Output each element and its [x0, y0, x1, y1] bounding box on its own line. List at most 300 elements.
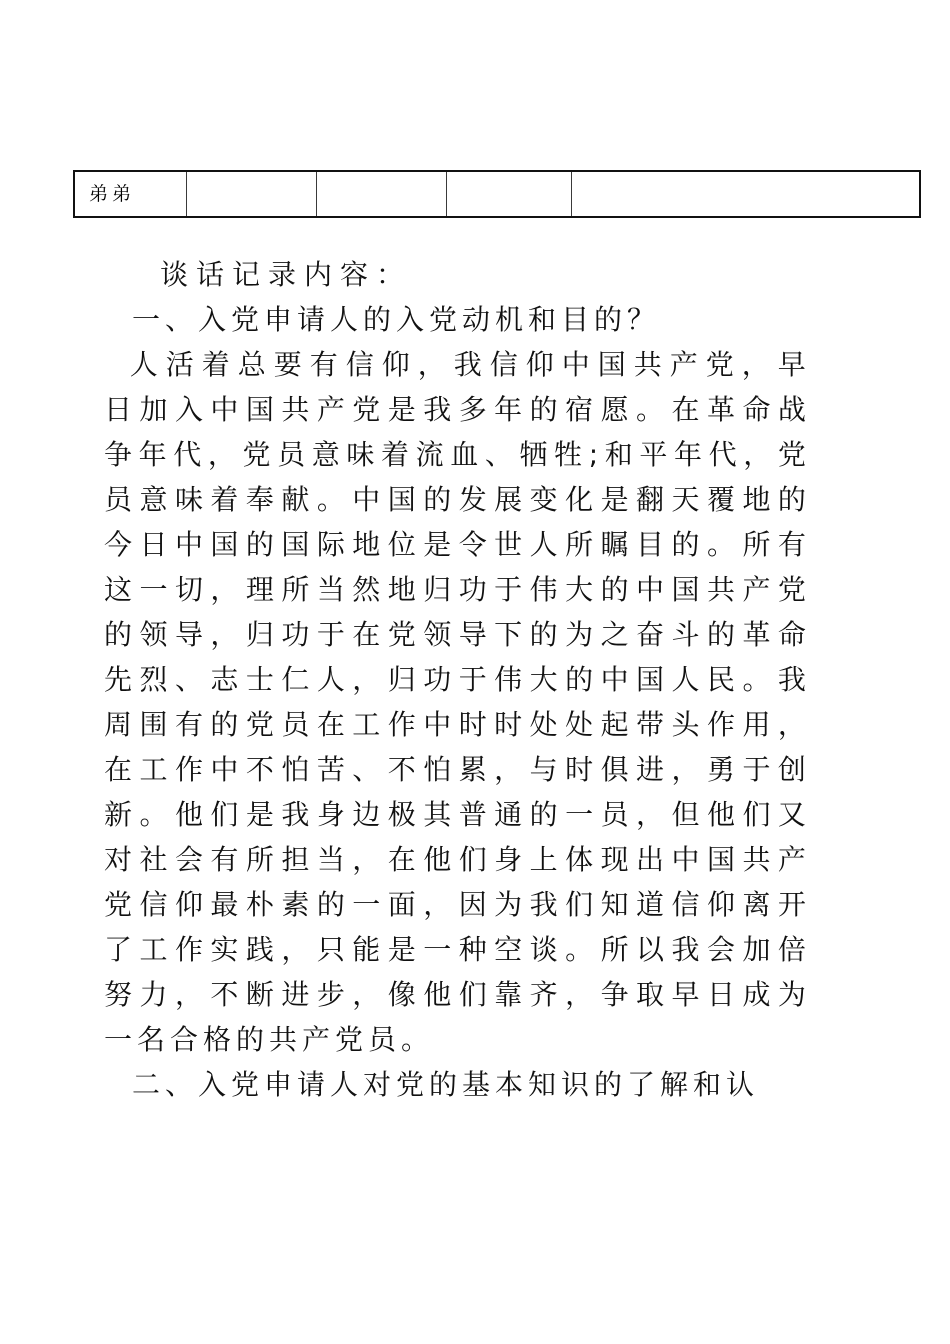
glyph: 在 — [352, 618, 381, 651]
paragraph-line — [104, 387, 806, 432]
glyph: 断 — [245, 978, 274, 1011]
glyph: 共 — [281, 393, 310, 426]
glyph: 中 — [671, 843, 700, 876]
glyph: 身 — [316, 798, 345, 831]
glyph: 然 — [352, 573, 381, 606]
glyph: 归 — [387, 663, 416, 696]
glyph: 有 — [309, 348, 338, 381]
glyph: 导 — [174, 618, 203, 651]
glyph: ， — [210, 573, 239, 606]
glyph: 的 — [104, 618, 133, 651]
glyph: 是 — [387, 933, 416, 966]
glyph: 共 — [706, 573, 735, 606]
glyph: 我 — [777, 663, 806, 696]
glyph: 产 — [669, 348, 698, 381]
glyph: 化 — [565, 483, 594, 516]
glyph: 革 — [706, 393, 735, 426]
paragraph-line — [104, 702, 806, 747]
glyph: 践 — [245, 933, 274, 966]
glyph: 在 — [316, 708, 345, 741]
document-body — [104, 252, 806, 1107]
glyph: 。 — [742, 663, 771, 696]
glyph: 是 — [387, 393, 416, 426]
glyph: 工 — [352, 708, 381, 741]
glyph: 归 — [423, 573, 452, 606]
glyph: 所 — [742, 528, 771, 561]
glyph: 产 — [316, 393, 345, 426]
glyph: 于 — [316, 618, 345, 651]
glyph: 最 — [210, 888, 239, 921]
glyph: ， — [210, 618, 239, 651]
glyph: 倍 — [777, 933, 806, 966]
glyph: 一 — [565, 798, 594, 831]
glyph: 的 — [706, 618, 735, 651]
glyph: 中 — [636, 573, 665, 606]
question-2-heading: 二、入党申请人对党的基本知识的了解和认 — [132, 1068, 760, 1101]
glyph: 翻 — [636, 483, 665, 516]
glyph: 新 — [104, 798, 133, 831]
glyph: 步 — [316, 978, 345, 1011]
glyph: 素 — [281, 888, 310, 921]
glyph: 仁 — [281, 663, 310, 696]
glyph: 通 — [494, 798, 523, 831]
glyph: 导 — [458, 618, 487, 651]
glyph: 怕 — [423, 753, 452, 786]
glyph: 的 — [245, 528, 274, 561]
glyph: 献 — [281, 483, 310, 516]
glyph: 成 — [742, 978, 771, 1011]
glyph: 奋 — [636, 618, 665, 651]
glyph: 员 — [104, 483, 133, 516]
glyph: 力 — [139, 978, 168, 1011]
glyph: 实 — [210, 933, 239, 966]
glyph: 功 — [458, 573, 487, 606]
glyph: 道 — [636, 888, 665, 921]
glyph: 入 — [174, 393, 203, 426]
glyph: 有 — [174, 708, 203, 741]
paragraph-line — [104, 927, 806, 972]
glyph: 着 — [210, 483, 239, 516]
glyph: 我 — [671, 933, 700, 966]
glyph: 一 — [423, 933, 452, 966]
glyph: 为 — [494, 888, 523, 921]
glyph: 又 — [777, 798, 806, 831]
glyph: 、 — [352, 753, 381, 786]
glyph: 目 — [636, 528, 665, 561]
glyph: 出 — [636, 843, 665, 876]
glyph: 他 — [706, 798, 735, 831]
glyph: 身 — [494, 843, 523, 876]
glyph: ， — [636, 798, 665, 831]
glyph: 之 — [600, 618, 629, 651]
glyph: 空 — [494, 933, 523, 966]
glyph: 着 — [381, 438, 410, 471]
glyph: 天 — [671, 483, 700, 516]
glyph: 代 — [708, 438, 737, 471]
glyph: 于 — [742, 753, 771, 786]
glyph: 不 — [245, 753, 274, 786]
glyph: 他 — [423, 978, 452, 1011]
glyph: 覆 — [706, 483, 735, 516]
glyph: 体 — [565, 843, 594, 876]
glyph: 的 — [529, 393, 558, 426]
glyph: 人 — [129, 348, 158, 381]
glyph: 理 — [245, 573, 274, 606]
glyph: 时 — [458, 708, 487, 741]
glyph: 边 — [352, 798, 381, 831]
glyph: ， — [352, 978, 381, 1011]
glyph: 命 — [742, 393, 771, 426]
glyph: ， — [423, 888, 452, 921]
glyph: 是 — [423, 528, 452, 561]
glyph: 意 — [139, 483, 168, 516]
glyph: 信 — [345, 348, 374, 381]
paragraph-line — [104, 477, 806, 522]
glyph: 中 — [561, 348, 590, 381]
glyph: 进 — [281, 978, 310, 1011]
glyph: ， — [352, 663, 381, 696]
glyph: 员 — [281, 708, 310, 741]
glyph: 活 — [165, 348, 194, 381]
glyph: 其 — [423, 798, 452, 831]
glyph: 了 — [104, 933, 133, 966]
glyph: 、 — [174, 663, 203, 696]
glyph: 要 — [273, 348, 302, 381]
paragraph-line — [104, 567, 806, 612]
glyph: 早 — [777, 348, 806, 381]
glyph: 的 — [529, 618, 558, 651]
glyph: 上 — [529, 843, 558, 876]
glyph: 的 — [529, 798, 558, 831]
paragraph-line — [104, 837, 806, 882]
glyph: 国 — [636, 663, 665, 696]
glyph: 。 — [565, 933, 594, 966]
glyph: 有 — [210, 843, 239, 876]
glyph: 仰 — [706, 888, 735, 921]
glyph: 血 — [450, 438, 479, 471]
glyph: 令 — [458, 528, 487, 561]
table-cell-4[interactable] — [447, 171, 572, 217]
glyph: 时 — [494, 708, 523, 741]
glyph: 人 — [671, 663, 700, 696]
glyph: ， — [174, 978, 203, 1011]
glyph: 会 — [174, 843, 203, 876]
glyph: 是 — [245, 798, 274, 831]
glyph: 周 — [104, 708, 133, 741]
table-body — [74, 171, 920, 217]
glyph: 能 — [352, 933, 381, 966]
glyph: 战 — [777, 393, 806, 426]
glyph: 产 — [742, 573, 771, 606]
glyph: 我 — [529, 888, 558, 921]
glyph: 社 — [139, 843, 168, 876]
glyph: 处 — [565, 708, 594, 741]
glyph: 一 — [352, 888, 381, 921]
glyph: 取 — [636, 978, 665, 1011]
glyph: ， — [777, 708, 806, 741]
glyph: 切 — [174, 573, 203, 606]
glyph: 位 — [387, 528, 416, 561]
glyph: 头 — [671, 708, 700, 741]
table-cell-2[interactable] — [187, 171, 317, 217]
glyph: 加 — [742, 933, 771, 966]
glyph: 奉 — [245, 483, 274, 516]
glyph: 总 — [237, 348, 266, 381]
table-cell-3[interactable] — [317, 171, 447, 217]
glyph: 民 — [706, 663, 735, 696]
glyph: 地 — [352, 528, 381, 561]
glyph: 谈 — [529, 933, 558, 966]
glyph: 味 — [174, 483, 203, 516]
glyph: 归 — [245, 618, 274, 651]
glyph: 仰 — [174, 888, 203, 921]
glyph: 加 — [139, 393, 168, 426]
glyph: 领 — [423, 618, 452, 651]
glyph: 们 — [210, 798, 239, 831]
glyph: 们 — [742, 798, 771, 831]
glyph: 党 — [387, 618, 416, 651]
glyph: 斗 — [671, 618, 700, 651]
glyph: 现 — [600, 843, 629, 876]
glyph: 年 — [674, 438, 703, 471]
glyph: 争 — [600, 978, 629, 1011]
glyph: ， — [741, 348, 770, 381]
question-1-heading: 一、入党申请人的入党动机和目的？ — [132, 303, 661, 336]
glyph: 日 — [104, 393, 133, 426]
glyph: 勇 — [706, 753, 735, 786]
glyph: 工 — [139, 753, 168, 786]
glyph: 的 — [565, 663, 594, 696]
glyph: 中 — [210, 753, 239, 786]
glyph: ， — [671, 753, 700, 786]
glyph: 人 — [316, 663, 345, 696]
glyph: 先 — [104, 663, 133, 696]
glyph: 时 — [565, 753, 594, 786]
glyph: 展 — [494, 483, 523, 516]
glyph: 以 — [636, 933, 665, 966]
glyph: 早 — [671, 978, 700, 1011]
glyph: 国 — [281, 528, 310, 561]
glyph: 多 — [458, 393, 487, 426]
glyph: 中 — [210, 393, 239, 426]
paragraph-line — [104, 612, 806, 657]
glyph: 年 — [138, 438, 167, 471]
glyph: 中 — [423, 708, 452, 741]
glyph: 知 — [600, 888, 629, 921]
glyph: 起 — [600, 708, 629, 741]
glyph: 仰 — [525, 348, 554, 381]
glyph: 信 — [139, 888, 168, 921]
glyph: 用 — [742, 708, 771, 741]
glyph: ， — [207, 438, 236, 471]
glyph: 际 — [316, 528, 345, 561]
glyph: 功 — [281, 618, 310, 651]
glyph: 离 — [742, 888, 771, 921]
glyph: 。 — [139, 798, 168, 831]
glyph: 领 — [139, 618, 168, 651]
glyph: 的 — [210, 708, 239, 741]
glyph: 争 — [104, 438, 133, 471]
glyph: 于 — [494, 573, 523, 606]
glyph: 是 — [600, 483, 629, 516]
glyph: 流 — [415, 438, 444, 471]
glyph: 作 — [174, 753, 203, 786]
table-cell-relation[interactable]: 弟弟 — [74, 171, 187, 217]
glyph: 国 — [597, 348, 626, 381]
glyph: 牺 — [519, 438, 548, 471]
glyph: 。 — [636, 393, 665, 426]
glyph: 的 — [777, 483, 806, 516]
glyph: 但 — [671, 798, 700, 831]
glyph: 瞩 — [600, 528, 629, 561]
glyph: 他 — [423, 843, 452, 876]
paragraph-line — [104, 792, 806, 837]
glyph: 愿 — [600, 393, 629, 426]
glyph: 面 — [387, 888, 416, 921]
glyph: 进 — [636, 753, 665, 786]
glyph: 在 — [104, 753, 133, 786]
paragraph-line — [104, 522, 806, 567]
glyph: 我 — [423, 393, 452, 426]
glyph: 围 — [139, 708, 168, 741]
glyph: 人 — [529, 528, 558, 561]
glyph: 国 — [387, 483, 416, 516]
glyph: 极 — [387, 798, 416, 831]
glyph: 共 — [633, 348, 662, 381]
glyph: 当 — [316, 843, 345, 876]
glyph: 命 — [777, 618, 806, 651]
paragraph-line — [104, 657, 806, 702]
paragraph-line — [104, 747, 806, 792]
glyph: 世 — [494, 528, 523, 561]
table-row — [74, 171, 920, 217]
indent-spacer — [104, 342, 122, 387]
glyph: ， — [494, 753, 523, 786]
glyph: 产 — [777, 843, 806, 876]
glyph: 俱 — [600, 753, 629, 786]
glyph: 所 — [281, 573, 310, 606]
glyph: 国 — [706, 843, 735, 876]
glyph: 信 — [671, 888, 700, 921]
glyph: 像 — [387, 978, 416, 1011]
glyph: ; — [588, 438, 599, 471]
glyph: 他 — [174, 798, 203, 831]
glyph: 党 — [705, 348, 734, 381]
glyph: 会 — [706, 933, 735, 966]
glyph: 所 — [600, 933, 629, 966]
glyph: 。 — [706, 528, 735, 561]
glyph: 员 — [277, 438, 306, 471]
glyph: 靠 — [494, 978, 523, 1011]
glyph: 代 — [173, 438, 202, 471]
glyph: 党 — [777, 438, 806, 471]
glyph: 党 — [104, 888, 133, 921]
glyph: 为 — [565, 618, 594, 651]
glyph: ， — [743, 438, 772, 471]
glyph: 这 — [104, 573, 133, 606]
glyph: 党 — [352, 393, 381, 426]
glyph: 意 — [311, 438, 340, 471]
glyph: 日 — [139, 528, 168, 561]
glyph: 带 — [636, 708, 665, 741]
glyph: 今 — [104, 528, 133, 561]
glyph: 党 — [242, 438, 271, 471]
glyph: 国 — [245, 393, 274, 426]
glyph: 和 — [604, 438, 633, 471]
glyph: 所 — [245, 843, 274, 876]
glyph: 日 — [706, 978, 735, 1011]
glyph: 大 — [565, 573, 594, 606]
paragraph-line — [104, 342, 806, 387]
glyph: 革 — [742, 618, 771, 651]
glyph: 我 — [453, 348, 482, 381]
glyph: 党 — [245, 708, 274, 741]
glyph: 担 — [281, 843, 310, 876]
glyph: 们 — [458, 978, 487, 1011]
glyph: 员 — [600, 798, 629, 831]
glyph: 年 — [494, 393, 523, 426]
glyph: 的 — [600, 573, 629, 606]
glyph: 共 — [742, 843, 771, 876]
glyph: 烈 — [139, 663, 168, 696]
glyph: 地 — [387, 573, 416, 606]
glyph: 的 — [423, 483, 452, 516]
glyph: 发 — [458, 483, 487, 516]
glyph: 只 — [316, 933, 345, 966]
glyph: 因 — [458, 888, 487, 921]
glyph: 仰 — [381, 348, 410, 381]
glyph: ， — [281, 933, 310, 966]
glyph: 伟 — [494, 663, 523, 696]
glyph: 作 — [174, 933, 203, 966]
glyph: 宿 — [565, 393, 594, 426]
glyph: 的 — [316, 888, 345, 921]
glyph: 中 — [352, 483, 381, 516]
glyph: 着 — [201, 348, 230, 381]
glyph: 中 — [174, 528, 203, 561]
glyph: 。 — [316, 483, 345, 516]
glyph: ， — [352, 843, 381, 876]
glyph: 国 — [210, 528, 239, 561]
glyph: ， — [417, 348, 446, 381]
table-cell-5[interactable] — [572, 171, 921, 217]
glyph: 志 — [210, 663, 239, 696]
glyph: 不 — [387, 753, 416, 786]
glyph: 齐 — [529, 978, 558, 1011]
glyph: 所 — [565, 528, 594, 561]
glyph: 种 — [458, 933, 487, 966]
glyph: 苦 — [316, 753, 345, 786]
glyph: 工 — [139, 933, 168, 966]
glyph: 信 — [489, 348, 518, 381]
paragraph-line — [104, 972, 806, 1017]
glyph: 于 — [458, 663, 487, 696]
glyph: 当 — [316, 573, 345, 606]
glyph: 在 — [671, 393, 700, 426]
glyph: 、 — [484, 438, 513, 471]
glyph: 伟 — [529, 573, 558, 606]
glyph: 国 — [671, 573, 700, 606]
glyph: 作 — [387, 708, 416, 741]
glyph: 党 — [777, 573, 806, 606]
glyph: 一 — [139, 573, 168, 606]
glyph: 士 — [245, 663, 274, 696]
glyph: 味 — [346, 438, 375, 471]
glyph: 大 — [529, 663, 558, 696]
paragraph-line — [104, 432, 806, 477]
glyph: 创 — [777, 753, 806, 786]
paragraph-line — [104, 882, 806, 927]
